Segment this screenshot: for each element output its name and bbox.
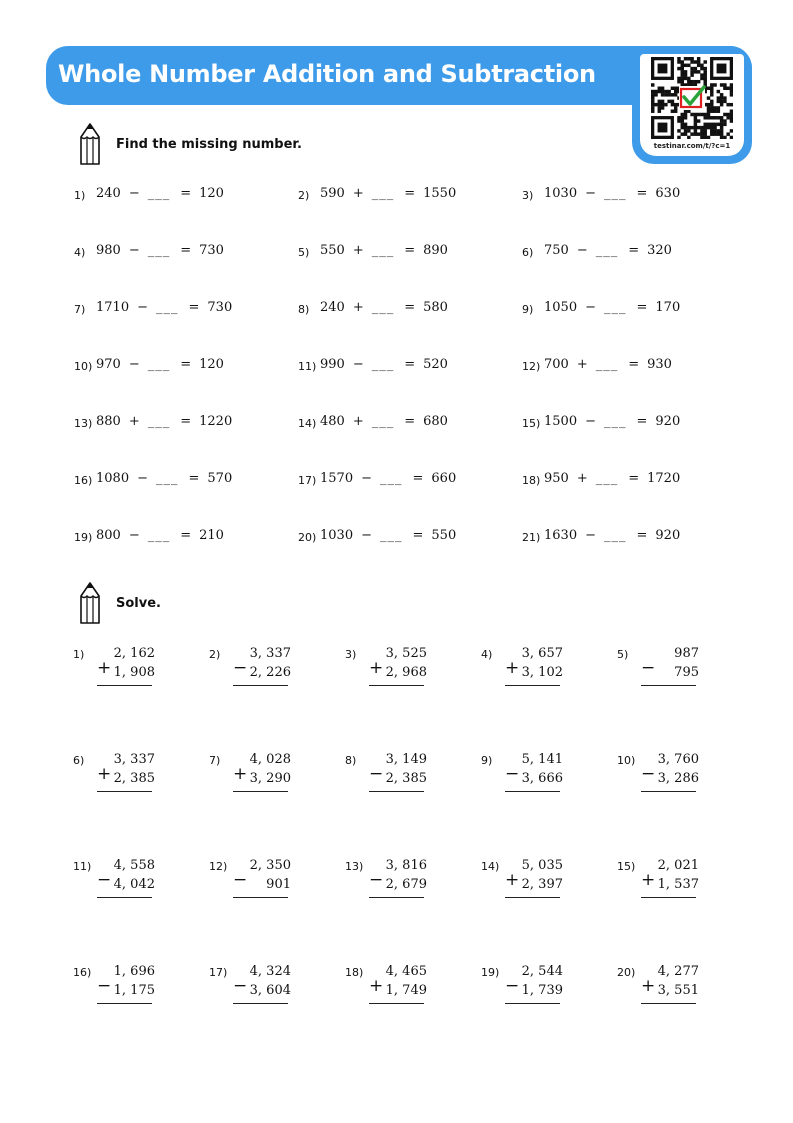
answer-blank[interactable]: ___ (371, 414, 395, 429)
answer-blank[interactable]: ___ (147, 243, 171, 258)
bottom-operand: 1, 537 (657, 877, 699, 892)
operator: + (369, 658, 384, 678)
solve-problem[interactable] (209, 858, 329, 908)
problem-number: 5) (617, 648, 629, 661)
problem-number: 18) (345, 966, 364, 979)
solve-problem[interactable] (481, 964, 601, 1014)
operator: − (585, 528, 596, 543)
solve-problem[interactable] (73, 964, 193, 1014)
problem-number: 17) (209, 966, 228, 979)
equals-sign: = (404, 243, 416, 258)
problem-number: 2) (209, 648, 221, 661)
answer-line (369, 897, 424, 898)
operand-a: 480 (320, 414, 345, 429)
operator: − (369, 870, 384, 890)
problem-number: 6) (73, 754, 85, 767)
equation (544, 471, 680, 486)
result: 920 (655, 528, 681, 543)
operator: − (128, 357, 140, 372)
operator: − (128, 528, 140, 543)
bottom-operand: 2, 385 (385, 771, 427, 786)
top-operand: 1, 696 (113, 964, 155, 979)
equation (320, 528, 456, 543)
result: 930 (647, 357, 672, 372)
problem-number: 10) (74, 360, 93, 373)
operand-a: 1500 (544, 414, 578, 429)
problem-number: 4) (74, 246, 86, 259)
equals-sign: = (628, 471, 640, 486)
operand-a: 1630 (544, 528, 578, 543)
top-operand: 2, 544 (521, 964, 563, 979)
operator: − (369, 764, 384, 784)
problem-number: 11) (298, 360, 317, 373)
operator: − (128, 186, 140, 201)
top-operand: 5, 141 (521, 752, 563, 767)
operator: − (137, 300, 148, 315)
operator: − (233, 870, 248, 890)
equation (544, 357, 672, 372)
result: 1220 (199, 414, 233, 429)
result: 730 (199, 243, 224, 258)
operand-a: 240 (96, 186, 121, 201)
answer-line (97, 791, 152, 792)
bottom-operand: 3, 551 (657, 983, 699, 998)
solve-problem[interactable] (345, 858, 465, 908)
top-operand: 4, 277 (657, 964, 699, 979)
bottom-operand: 2, 397 (521, 877, 563, 892)
equation (320, 471, 456, 486)
bottom-operand: 2, 385 (113, 771, 155, 786)
operator: − (361, 471, 372, 486)
solve-problem[interactable] (209, 964, 329, 1014)
solve-problem[interactable] (481, 646, 601, 696)
problem-number: 19) (481, 966, 500, 979)
equals-sign: = (180, 243, 192, 258)
qr-panel (640, 54, 744, 156)
operator: + (505, 658, 520, 678)
operator: − (641, 764, 656, 784)
top-operand: 4, 558 (113, 858, 155, 873)
bottom-operand: 2, 679 (385, 877, 427, 892)
answer-line (641, 791, 696, 792)
answer-blank[interactable]: ___ (371, 186, 395, 201)
equals-sign: = (628, 357, 640, 372)
solve-problem[interactable] (345, 646, 465, 696)
equation (544, 186, 680, 201)
problem-number: 18) (522, 474, 541, 487)
problem-number: 8) (345, 754, 357, 767)
problem-number: 9) (522, 303, 534, 316)
top-operand: 3, 337 (113, 752, 155, 767)
answer-blank[interactable]: ___ (371, 300, 395, 315)
solve-problem[interactable] (481, 858, 601, 908)
equals-sign: = (412, 528, 424, 543)
top-operand: 987 (674, 646, 699, 661)
problem-number: 9) (481, 754, 493, 767)
problem-number: 1) (73, 648, 85, 661)
operand-a: 590 (320, 186, 345, 201)
problem-number: 16) (74, 474, 93, 487)
solve-problem[interactable] (345, 964, 465, 1014)
operand-a: 1030 (544, 186, 578, 201)
answer-line (233, 791, 288, 792)
bottom-operand: 3, 604 (249, 983, 291, 998)
answer-line (233, 685, 288, 686)
operand-a: 1710 (96, 300, 130, 315)
operator: + (576, 471, 588, 486)
equals-sign: = (404, 186, 416, 201)
equals-sign: = (636, 528, 648, 543)
problem-number: 7) (209, 754, 221, 767)
answer-blank[interactable]: ___ (156, 471, 179, 486)
operator: − (641, 658, 656, 678)
equation (320, 186, 456, 201)
problem-number: 17) (298, 474, 317, 487)
operator: − (505, 764, 520, 784)
equals-sign: = (404, 300, 416, 315)
answer-line (369, 1003, 424, 1004)
operator: + (576, 357, 588, 372)
problem-number: 13) (345, 860, 364, 873)
operand-a: 950 (544, 471, 569, 486)
operator: + (233, 764, 248, 784)
operator: + (352, 300, 364, 315)
bottom-operand: 1, 739 (521, 983, 563, 998)
operator: − (361, 528, 372, 543)
bottom-operand: 3, 286 (657, 771, 699, 786)
operator: − (137, 471, 148, 486)
equals-sign: = (628, 243, 640, 258)
operator: + (641, 976, 656, 996)
top-operand: 4, 028 (249, 752, 291, 767)
bottom-operand: 4, 042 (113, 877, 155, 892)
problem-number: 4) (481, 648, 493, 661)
problem-number: 19) (74, 531, 93, 544)
operator: + (352, 186, 364, 201)
answer-line (505, 1003, 560, 1004)
problem-number: 3) (345, 648, 357, 661)
answer-blank[interactable]: ___ (147, 414, 171, 429)
problem-number: 2) (298, 189, 310, 202)
result: 210 (199, 528, 224, 543)
operand-a: 970 (96, 357, 121, 372)
problem-number: 10) (617, 754, 636, 767)
answer-blank[interactable]: ___ (604, 300, 627, 315)
top-operand: 2, 350 (249, 858, 291, 873)
result: 1720 (647, 471, 681, 486)
answer-blank[interactable]: ___ (380, 471, 403, 486)
operand-a: 240 (320, 300, 345, 315)
equation (96, 243, 224, 258)
problem-number: 12) (209, 860, 228, 873)
result: 550 (431, 528, 457, 543)
problem-number: 1) (74, 189, 86, 202)
answer-line (233, 1003, 288, 1004)
bottom-operand: 795 (674, 665, 699, 680)
result: 170 (655, 300, 681, 315)
answer-blank[interactable]: ___ (604, 414, 627, 429)
answer-line (641, 1003, 696, 1004)
operator: + (128, 414, 140, 429)
answer-blank[interactable]: ___ (147, 186, 171, 201)
equals-sign: = (188, 300, 200, 315)
top-operand: 3, 657 (521, 646, 563, 661)
answer-line (97, 897, 152, 898)
operator: − (585, 414, 596, 429)
answer-blank[interactable]: ___ (380, 528, 403, 543)
answer-line (505, 791, 560, 792)
problem-number: 15) (617, 860, 636, 873)
equation (96, 300, 232, 315)
equals-sign: = (180, 414, 192, 429)
section1-instruction: Find the missing number. (116, 137, 302, 152)
equation (96, 528, 224, 543)
problem-number: 20) (617, 966, 636, 979)
problem-number: 12) (522, 360, 541, 373)
pencil-icon (79, 123, 101, 165)
equals-sign: = (188, 471, 200, 486)
result: 660 (431, 471, 457, 486)
operand-a: 880 (96, 414, 121, 429)
equation (96, 471, 232, 486)
equation (320, 414, 448, 429)
top-operand: 2, 162 (113, 646, 155, 661)
pencil-icon (79, 582, 101, 624)
bottom-operand: 1, 749 (385, 983, 427, 998)
problem-number: 13) (74, 417, 93, 430)
answer-line (369, 685, 424, 686)
bottom-operand: 901 (266, 877, 291, 892)
operand-a: 800 (96, 528, 121, 543)
operator: − (128, 243, 140, 258)
solve-problem[interactable] (617, 752, 737, 802)
operator: − (233, 658, 248, 678)
bottom-operand: 3, 290 (249, 771, 291, 786)
problem-number: 21) (522, 531, 541, 544)
answer-line (97, 685, 152, 686)
answer-blank[interactable]: ___ (604, 186, 627, 201)
equation (544, 243, 672, 258)
operand-a: 990 (320, 357, 345, 372)
result: 120 (199, 186, 224, 201)
equals-sign: = (636, 186, 648, 201)
operator: + (352, 243, 364, 258)
answer-line (369, 791, 424, 792)
answer-line (97, 1003, 152, 1004)
solve-problem[interactable] (73, 646, 193, 696)
operator: − (97, 870, 112, 890)
answer-blank[interactable]: ___ (371, 357, 395, 372)
problem-number: 15) (522, 417, 541, 430)
result: 630 (655, 186, 681, 201)
result: 890 (423, 243, 448, 258)
operand-a: 1050 (544, 300, 578, 315)
equation (544, 528, 680, 543)
operator: + (352, 414, 364, 429)
bottom-operand: 2, 968 (385, 665, 427, 680)
problem-number: 7) (74, 303, 86, 316)
equation (96, 357, 224, 372)
problem-number: 8) (298, 303, 310, 316)
answer-blank[interactable]: ___ (147, 528, 171, 543)
operand-a: 1570 (320, 471, 354, 486)
bottom-operand: 1, 908 (113, 665, 155, 680)
qr-code-icon[interactable] (651, 57, 733, 139)
solve-problem[interactable] (617, 964, 737, 1014)
operand-a: 1080 (96, 471, 130, 486)
solve-problem[interactable] (209, 752, 329, 802)
solve-problem[interactable] (73, 752, 193, 802)
top-operand: 3, 760 (657, 752, 699, 767)
answer-blank[interactable]: ___ (595, 243, 619, 258)
qr-url[interactable]: testinar.com/t/?c=1 (653, 142, 731, 150)
equals-sign: = (404, 414, 416, 429)
operator: + (97, 764, 112, 784)
equation (96, 186, 224, 201)
problem-number: 16) (73, 966, 92, 979)
answer-line (641, 897, 696, 898)
top-operand: 4, 465 (385, 964, 427, 979)
result: 320 (647, 243, 672, 258)
solve-problem[interactable] (617, 858, 737, 908)
result: 520 (423, 357, 448, 372)
top-operand: 3, 816 (385, 858, 427, 873)
equation (320, 357, 448, 372)
answer-blank[interactable]: ___ (604, 528, 627, 543)
equals-sign: = (412, 471, 424, 486)
equation (96, 414, 232, 429)
problem-number: 5) (298, 246, 310, 259)
bottom-operand: 1, 175 (113, 983, 155, 998)
equals-sign: = (636, 414, 648, 429)
result: 680 (423, 414, 448, 429)
operator: − (233, 976, 248, 996)
answer-blank[interactable]: ___ (147, 357, 171, 372)
equation (320, 243, 448, 258)
problem-number: 11) (73, 860, 92, 873)
operand-a: 980 (96, 243, 121, 258)
operator: + (505, 870, 520, 890)
problem-number: 20) (298, 531, 317, 544)
solve-problem[interactable] (345, 752, 465, 802)
top-operand: 3, 525 (385, 646, 427, 661)
answer-line (233, 897, 288, 898)
solve-problem[interactable] (481, 752, 601, 802)
problem-number: 14) (481, 860, 500, 873)
operator: − (576, 243, 588, 258)
result: 120 (199, 357, 224, 372)
operand-a: 700 (544, 357, 569, 372)
answer-blank[interactable]: ___ (371, 243, 395, 258)
operator: − (352, 357, 364, 372)
bottom-operand: 3, 666 (521, 771, 563, 786)
top-operand: 3, 149 (385, 752, 427, 767)
top-operand: 2, 021 (657, 858, 699, 873)
problem-number: 14) (298, 417, 317, 430)
equation (320, 300, 448, 315)
solve-problem[interactable] (209, 646, 329, 696)
operator: − (97, 976, 112, 996)
operator: − (505, 976, 520, 996)
equation (544, 414, 680, 429)
answer-line (505, 685, 560, 686)
result: 570 (207, 471, 233, 486)
section2-instruction: Solve. (116, 596, 161, 611)
top-operand: 4, 324 (249, 964, 291, 979)
result: 580 (423, 300, 448, 315)
result: 920 (655, 414, 681, 429)
bottom-operand: 2, 226 (249, 665, 291, 680)
answer-blank[interactable]: ___ (156, 300, 179, 315)
result: 1550 (423, 186, 457, 201)
operand-a: 550 (320, 243, 345, 258)
answer-line (641, 685, 696, 686)
answer-blank[interactable]: ___ (595, 471, 619, 486)
top-operand: 3, 337 (249, 646, 291, 661)
equals-sign: = (636, 300, 648, 315)
equals-sign: = (404, 357, 416, 372)
equation (544, 300, 680, 315)
operand-a: 1030 (320, 528, 354, 543)
result: 730 (207, 300, 233, 315)
solve-problem[interactable] (617, 646, 737, 696)
answer-line (505, 897, 560, 898)
operator: + (97, 658, 112, 678)
operator: − (585, 186, 596, 201)
operator: + (641, 870, 656, 890)
equals-sign: = (180, 357, 192, 372)
equals-sign: = (180, 186, 192, 201)
operator: + (369, 976, 384, 996)
qr-card[interactable] (632, 46, 752, 164)
solve-problem[interactable] (73, 858, 193, 908)
answer-blank[interactable]: ___ (595, 357, 619, 372)
problem-number: 6) (522, 246, 534, 259)
operator: − (585, 300, 596, 315)
top-operand: 5, 035 (521, 858, 563, 873)
equals-sign: = (180, 528, 192, 543)
page-title: Whole Number Addition and Subtraction (58, 60, 596, 88)
problem-number: 3) (522, 189, 534, 202)
bottom-operand: 3, 102 (521, 665, 563, 680)
operand-a: 750 (544, 243, 569, 258)
